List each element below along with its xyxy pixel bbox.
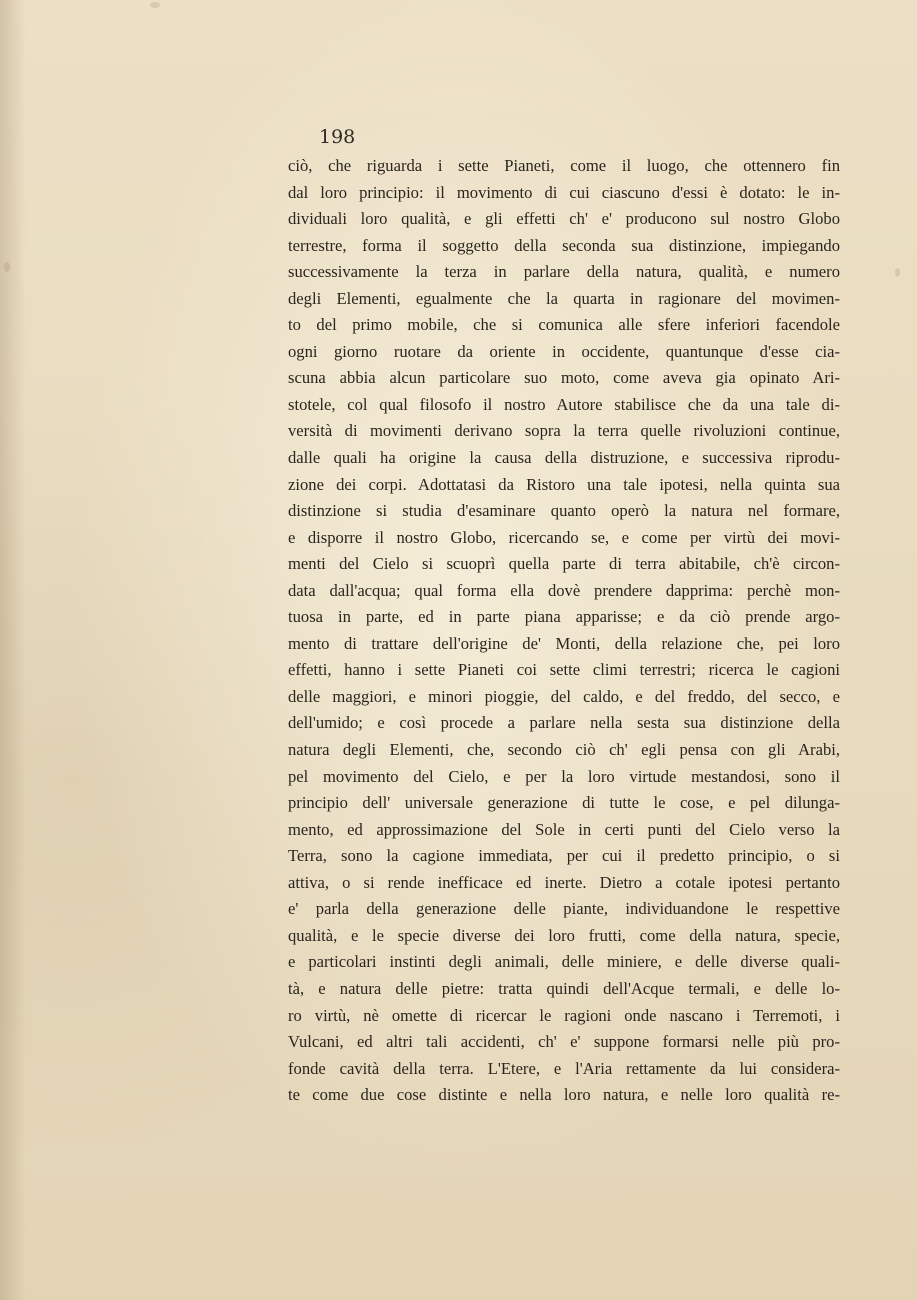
text-line: e' parla della generazione delle piante, individuandone le respettive xyxy=(288,899,840,919)
text-line: dal loro principio: il movimento di cui ciascuno d'essi è dotato: le in- xyxy=(288,182,840,202)
text-line: terrestre, forma il soggetto della seconda sua distinzione, impiegando xyxy=(288,235,840,255)
text-line: dividuali loro qualità, e gli effetti ch' e' producono sul nostro Globo xyxy=(288,209,840,229)
text-line: to del primo mobile, che si comunica alle sfere inferiori facendole xyxy=(288,315,840,335)
text-line: mento di trattare dell'origine de' Monti, della relazione che, pei loro xyxy=(288,633,840,653)
text-line: ro virtù, nè omette di ricercar le ragioni onde nascano i Terremoti, i xyxy=(288,1005,840,1025)
text-line: mento, ed approssimazione del Sole in certi punti del Cielo verso la xyxy=(288,819,840,839)
text-line: scuna abbia alcun particolare suo moto, come aveva gia opinato Ari- xyxy=(288,368,840,388)
body-text xyxy=(288,153,840,1109)
foxing-stain xyxy=(150,2,160,8)
text-line: Vulcani, ed altri tali accidenti, ch' e' suppone formarsi nelle più pro- xyxy=(288,1032,840,1052)
text-line: tuosa in parte, ed in parte piana apparisse; e da ciò prende argo- xyxy=(288,607,840,627)
text-line: dell'umido; e così procede a parlare nella sesta sua distinzione della xyxy=(288,713,840,733)
text-line: fonde cavità della terra. L'Etere, e l'Aria rettamente da lui considera- xyxy=(288,1058,840,1078)
text-line: pel movimento del Cielo, e per la loro virtude mestandosi, sono il xyxy=(288,766,840,786)
text-line: zione dei corpi. Adottatasi da Ristoro una tale ipotesi, nella quinta sua xyxy=(288,474,840,494)
text-line: natura degli Elementi, che, secondo ciò ch' egli pensa con gli Arabi, xyxy=(288,740,840,760)
text-line: te come due cose distinte e nella loro natura, e nelle loro qualità re- xyxy=(288,1085,840,1105)
binding-shadow xyxy=(0,0,26,1300)
text-line: delle maggiori, e minori pioggie, del caldo, e del freddo, del secco, e xyxy=(288,686,840,706)
text-line: dalle quali ha origine la causa della distruzione, e successiva riprodu- xyxy=(288,448,840,468)
text-line: ciò, che riguarda i sette Pianeti, come il luogo, che ottennero fin xyxy=(288,156,840,175)
text-line: effetti, hanno i sette Pianeti coi sette climi terrestri; ricerca le cagioni xyxy=(288,660,840,680)
text-line: principio dell' universale generazione di tutte le cose, e pel dilunga- xyxy=(288,793,840,813)
foxing-stain xyxy=(895,268,900,277)
text-line: attiva, o si rende inefficace ed inerte. Dietro a cotale ipotesi pertanto xyxy=(288,872,840,892)
text-line: versità di movimenti derivano sopra la terra quelle rivoluzioni continue, xyxy=(288,421,840,441)
text-line: stotele, col qual filosofo il nostro Autore stabilisce che da una tale di- xyxy=(288,394,840,414)
text-line: e disporre il nostro Globo, ricercando se, e come per virtù dei movi- xyxy=(288,527,840,547)
foxing-stain xyxy=(4,262,10,272)
text-line: Terra, sono la cagione immediata, per cui il predetto principio, o si xyxy=(288,846,840,866)
text-line: degli Elementi, egualmente che la quarta in ragionare del movimen- xyxy=(288,288,840,308)
text-line: ogni giorno ruotare da oriente in occidente, quantunque d'esse cia- xyxy=(288,341,840,361)
page-number: 198 xyxy=(319,126,356,148)
text-line: tà, e natura delle pietre: tratta quindi dell'Acque termali, e delle lo- xyxy=(288,978,840,998)
text-line: successivamente la terza in parlare della natura, qualità, e numero xyxy=(288,262,840,282)
text-line: data dall'acqua; qual forma ella dovè prendere dapprima: perchè mon- xyxy=(288,580,840,600)
text-line: distinzione si studia d'esaminare quanto operò la natura nel formare, xyxy=(288,501,840,521)
text-line: qualità, e le specie diverse dei loro frutti, come della natura, specie, xyxy=(288,925,840,945)
text-line: e particolari instinti degli animali, delle miniere, e delle diverse quali- xyxy=(288,952,840,972)
text-line: menti del Cielo si scuoprì quella parte di terra abitabile, ch'è circon- xyxy=(288,554,840,574)
